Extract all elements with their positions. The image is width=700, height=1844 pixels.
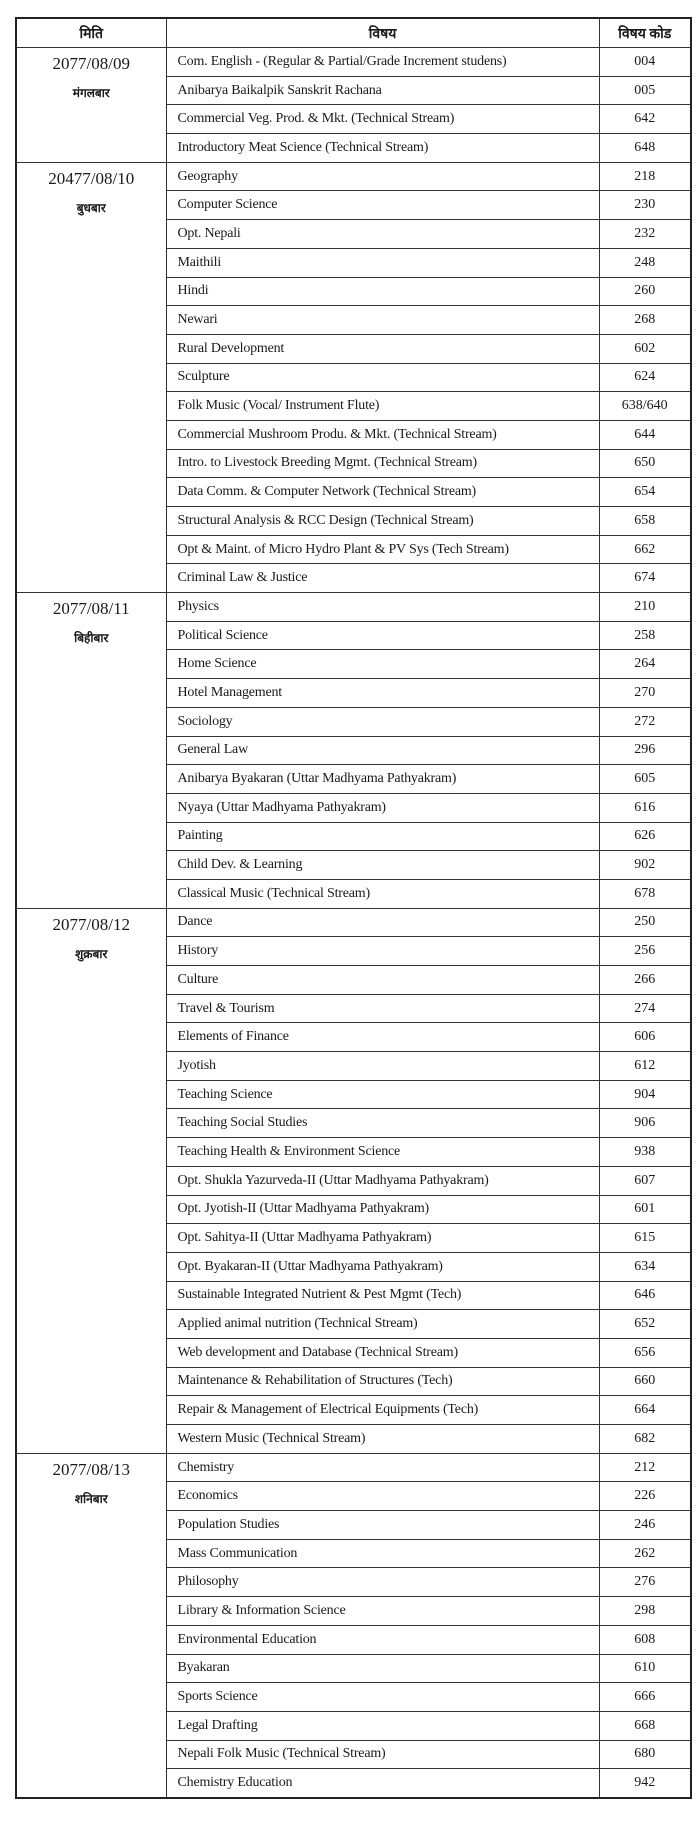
subject-code-cell: 666 [599,1683,691,1712]
header-date: मिति [16,18,166,48]
subject-code-cell: 654 [599,478,691,507]
subject-cell: Opt. Sahitya-II (Uttar Madhyama Pathyakram) [166,1224,599,1253]
subject-code-cell: 298 [599,1597,691,1626]
subject-cell: Hindi [166,277,599,306]
subject-cell: Sports Science [166,1683,599,1712]
subject-cell: Anibarya Baikalpik Sanskrit Rachana [166,76,599,105]
subject-cell: Commercial Veg. Prod. & Mkt. (Technical Stream) [166,105,599,134]
subject-cell: Chemistry [166,1453,599,1482]
subject-cell: Population Studies [166,1511,599,1540]
subject-cell: Intro. to Livestock Breeding Mgmt. (Technical Stream) [166,449,599,478]
subject-code-cell: 266 [599,966,691,995]
subject-code-cell: 658 [599,507,691,536]
subject-cell: Computer Science [166,191,599,220]
subject-cell: Chemistry Education [166,1769,599,1798]
table-row [16,48,691,77]
subject-code-cell: 624 [599,363,691,392]
subject-cell: Teaching Social Studies [166,1109,599,1138]
subject-code-cell: 626 [599,822,691,851]
subject-cell: Anibarya Byakaran (Uttar Madhyama Pathyakram) [166,765,599,794]
date-cell [16,908,166,1453]
subject-cell: Painting [166,822,599,851]
subject-code-cell: 660 [599,1367,691,1396]
subject-code-cell: 230 [599,191,691,220]
subject-code-cell: 662 [599,535,691,564]
subject-code-cell: 656 [599,1338,691,1367]
subject-cell: Elements of Finance [166,1023,599,1052]
subject-cell: Child Dev. & Learning [166,851,599,880]
subject-code-cell: 262 [599,1539,691,1568]
header-subject: विषय [166,18,599,48]
subject-code-cell: 264 [599,650,691,679]
subject-code-cell: 248 [599,248,691,277]
subject-cell: Opt. Shukla Yazurveda-II (Uttar Madhyama Pathyakram) [166,1166,599,1195]
subject-cell: Folk Music (Vocal/ Instrument Flute) [166,392,599,421]
subject-code-cell: 004 [599,48,691,77]
subject-cell: Byakaran [166,1654,599,1683]
subject-cell: Dance [166,908,599,937]
subject-cell: Maintenance & Rehabilitation of Structures (Tech) [166,1367,599,1396]
subject-code-cell: 906 [599,1109,691,1138]
subject-code-cell: 276 [599,1568,691,1597]
subject-cell: Maithili [166,248,599,277]
exam-date: 2077/08/09 [52,54,130,73]
subject-cell: Philosophy [166,1568,599,1597]
subject-cell: Sociology [166,707,599,736]
subject-cell: Structural Analysis & RCC Design (Technical Stream) [166,507,599,536]
exam-day: बुधबार [76,200,106,215]
subject-code-cell: 648 [599,134,691,163]
subject-code-cell: 602 [599,334,691,363]
subject-code-cell: 250 [599,908,691,937]
subject-cell: Culture [166,966,599,995]
subject-cell: History [166,937,599,966]
subject-cell: Nepali Folk Music (Technical Stream) [166,1740,599,1769]
header-code: विषय कोड [599,18,691,48]
subject-cell: Teaching Science [166,1080,599,1109]
subject-code-cell: 938 [599,1138,691,1167]
subject-cell: Data Comm. & Computer Network (Technical Stream) [166,478,599,507]
exam-date: 20477/08/10 [48,168,135,188]
subject-code-cell: 650 [599,449,691,478]
subject-code-cell: 652 [599,1310,691,1339]
subject-cell: Political Science [166,621,599,650]
subject-code-cell: 212 [599,1453,691,1482]
subject-code-cell: 678 [599,879,691,908]
subject-code-cell: 260 [599,277,691,306]
exam-day: शुक्रबार [75,946,108,961]
subject-cell: Economics [166,1482,599,1511]
subject-cell: Geography [166,162,599,191]
subject-cell: Introductory Meat Science (Technical Stream) [166,134,599,163]
subject-cell: Hotel Management [166,679,599,708]
subject-cell: Mass Communication [166,1539,599,1568]
subject-cell: Library & Information Science [166,1597,599,1626]
subject-code-cell: 272 [599,707,691,736]
subject-cell: Sustainable Integrated Nutrient & Pest Mgmt (Tech) [166,1281,599,1310]
subject-code-cell: 605 [599,765,691,794]
subject-code-cell: 246 [599,1511,691,1540]
subject-code-cell: 682 [599,1425,691,1454]
subject-code-cell: 226 [599,1482,691,1511]
subject-cell: Physics [166,593,599,622]
subject-code-cell: 296 [599,736,691,765]
subject-cell: Applied animal nutrition (Technical Stream) [166,1310,599,1339]
subject-code-cell: 607 [599,1166,691,1195]
table-row [16,908,691,937]
subject-code-cell: 642 [599,105,691,134]
table-row [16,1453,691,1482]
subject-cell: General Law [166,736,599,765]
exam-day: बिहीबार [74,631,109,646]
subject-cell: Criminal Law & Justice [166,564,599,593]
date-cell [16,162,166,592]
subject-code-cell: 638/640 [599,392,691,421]
subject-code-cell: 680 [599,1740,691,1769]
subject-cell: Teaching Health & Environment Science [166,1138,599,1167]
subject-cell: Web development and Database (Technical Stream) [166,1338,599,1367]
subject-cell: Nyaya (Uttar Madhyama Pathyakram) [166,793,599,822]
subject-code-cell: 674 [599,564,691,593]
subject-code-cell: 942 [599,1769,691,1798]
exam-date: 2077/08/13 [52,1459,130,1479]
subject-cell: Travel & Tourism [166,994,599,1023]
subject-code-cell: 644 [599,420,691,449]
subject-code-cell: 606 [599,1023,691,1052]
date-cell [16,1453,166,1798]
table-row [16,593,691,622]
subject-cell: Com. English - (Regular & Partial/Grade Increment studens) [166,48,599,77]
subject-code-cell: 218 [599,162,691,191]
subject-cell: Rural Development [166,334,599,363]
date-cell [16,48,166,163]
subject-cell: Opt. Jyotish-II (Uttar Madhyama Pathyakram) [166,1195,599,1224]
subject-code-cell: 646 [599,1281,691,1310]
subject-code-cell: 664 [599,1396,691,1425]
exam-date: 2077/08/12 [52,914,130,934]
subject-code-cell: 902 [599,851,691,880]
subject-cell: Western Music (Technical Stream) [166,1425,599,1454]
subject-cell: Legal Drafting [166,1711,599,1740]
exam-date: 2077/08/11 [52,599,130,619]
subject-code-cell: 258 [599,621,691,650]
subject-cell: Opt & Maint. of Micro Hydro Plant & PV Sys (Tech Stream) [166,535,599,564]
exam-day: शनिबार [74,1491,108,1506]
subject-cell: Opt. Byakaran-II (Uttar Madhyama Pathyakram) [166,1252,599,1281]
subject-code-cell: 270 [599,679,691,708]
subject-code-cell: 615 [599,1224,691,1253]
subject-cell: Repair & Management of Electrical Equipments (Tech) [166,1396,599,1425]
subject-cell: Environmental Education [166,1625,599,1654]
exam-day: मंगलबार [72,86,110,100]
subject-code-cell: 634 [599,1252,691,1281]
subject-cell: Jyotish [166,1052,599,1081]
subject-cell: Commercial Mushroom Produ. & Mkt. (Technical Stream) [166,420,599,449]
subject-code-cell: 256 [599,937,691,966]
subject-code-cell: 210 [599,593,691,622]
subject-code-cell: 904 [599,1080,691,1109]
subject-code-cell: 668 [599,1711,691,1740]
subject-code-cell: 612 [599,1052,691,1081]
schedule-body [16,48,691,1798]
subject-cell: Classical Music (Technical Stream) [166,879,599,908]
subject-code-cell: 616 [599,793,691,822]
subject-cell: Opt. Nepali [166,220,599,249]
subject-code-cell: 232 [599,220,691,249]
subject-code-cell: 601 [599,1195,691,1224]
date-cell [16,593,166,909]
subject-code-cell: 005 [599,76,691,105]
subject-code-cell: 610 [599,1654,691,1683]
subject-code-cell: 268 [599,306,691,335]
subject-cell: Home Science [166,650,599,679]
subject-cell: Sculpture [166,363,599,392]
subject-code-cell: 608 [599,1625,691,1654]
subject-code-cell: 274 [599,994,691,1023]
header-row [16,18,691,48]
subject-cell: Newari [166,306,599,335]
exam-schedule-table [15,17,692,1799]
table-row [16,162,691,191]
